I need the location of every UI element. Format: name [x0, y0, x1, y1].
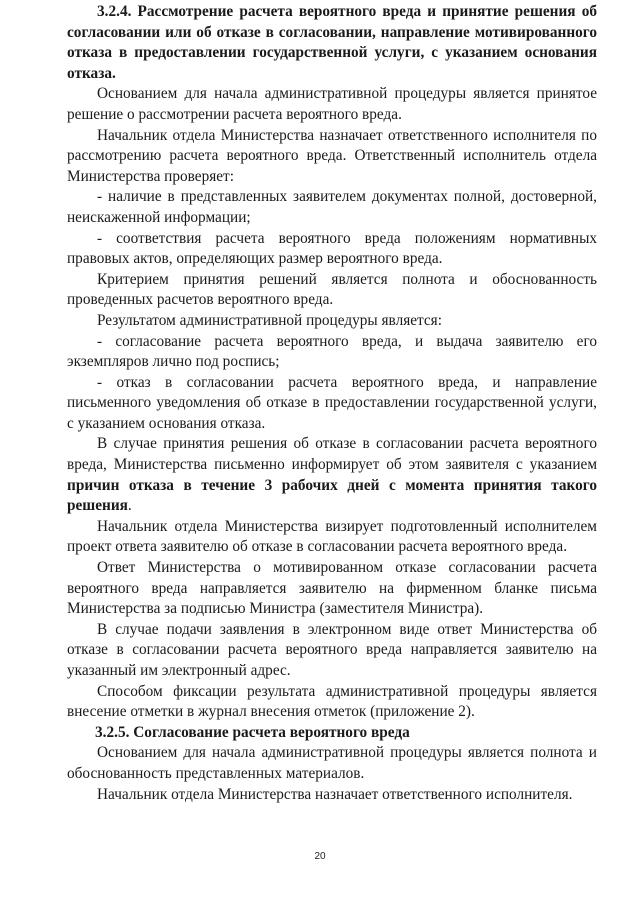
- paragraph-result-refusal: - отказ в согласовании расчета вероятного вреда, и направление письменного уведомления об отказе в предоставлении государственной услуги, с указанием основания отказа.: [67, 373, 597, 432]
- paragraph-electronic: В случае подачи заявления в электронном виде ответ Министерства об отказе в согласовании расчета вероятного вреда направляется заявителю на указанный им электронный адрес.: [67, 620, 597, 679]
- paragraph-criteria: Критерием принятия решений является полнота и обоснованность проведенных расчетов вероятного вреда.: [67, 270, 597, 309]
- paragraph-refusal-notice: [67, 434, 597, 516]
- paragraph-assignment: Начальник отдела Министерства назначает ответственного исполнителя по рассмотрению расчета вероятного вреда. Ответственный исполнитель отдела Министерства проверяет:: [67, 126, 597, 185]
- paragraph-check-compliance: - соответствия расчета вероятного вреда положениям нормативных правовых актов, определяющих размер вероятного вреда.: [67, 229, 597, 268]
- refusal-notice-text: В случае принятия решения об отказе в согласовании расчета вероятного вреда, Министерства письменно информирует об этом заявителя с указанием: [67, 435, 597, 474]
- paragraph-letterhead: Ответ Министерства о мотивированном отказе согласовании расчета вероятного вреда направляется заявителю на фирменном бланке письма Министерства за подписью Министра (заместителя Министра).: [67, 559, 597, 618]
- paragraph-visa: Начальник отдела Министерства визирует подготовленный исполнителем проект ответа заявителю об отказе в согласовании расчета вероятного вреда.: [67, 517, 597, 556]
- refusal-notice-end: .: [127, 497, 132, 515]
- paragraph-assignment-2: Начальник отдела Министерства назначает ответственного исполнителя.: [97, 785, 573, 803]
- paragraph-basis-2: Основанием для начала административной процедуры является полнота и обоснованность представленных материалов.: [67, 744, 597, 782]
- section-heading-3-2-4: 3.2.4. Рассмотрение расчета вероятного вреда и принятие решения об согласовании или об отказе в согласовании, направление мотивированного отказа в предоставлении государственной услуги, с указанием основания отказа.: [67, 3, 597, 82]
- document-page: [67, 2, 597, 805]
- section-heading-3-2-5: 3.2.5. Согласование расчета вероятного вреда: [95, 723, 410, 741]
- paragraph-basis: Основанием для начала административной процедуры является принятое решение о рассмотрении расчета вероятного вреда.: [67, 85, 597, 123]
- paragraph-result-approval: - согласование расчета вероятного вреда, и выдача заявителю его экземпляров лично под роспись;: [67, 332, 597, 371]
- refusal-notice-deadline: причин отказа в течение 3 рабочих дней с момента принятия такого решения: [67, 476, 597, 515]
- page-number: 20: [314, 851, 326, 862]
- paragraph-result-intro: Результатом административной процедуры является:: [97, 311, 442, 329]
- paragraph-check-completeness: - наличие в представленных заявителем документах полной, достоверной, неискаженной информации;: [67, 188, 597, 226]
- paragraph-fixation: Способом фиксации результата административной процедуры является внесение отметки в журнал внесения отметок (приложение 2).: [67, 682, 597, 721]
